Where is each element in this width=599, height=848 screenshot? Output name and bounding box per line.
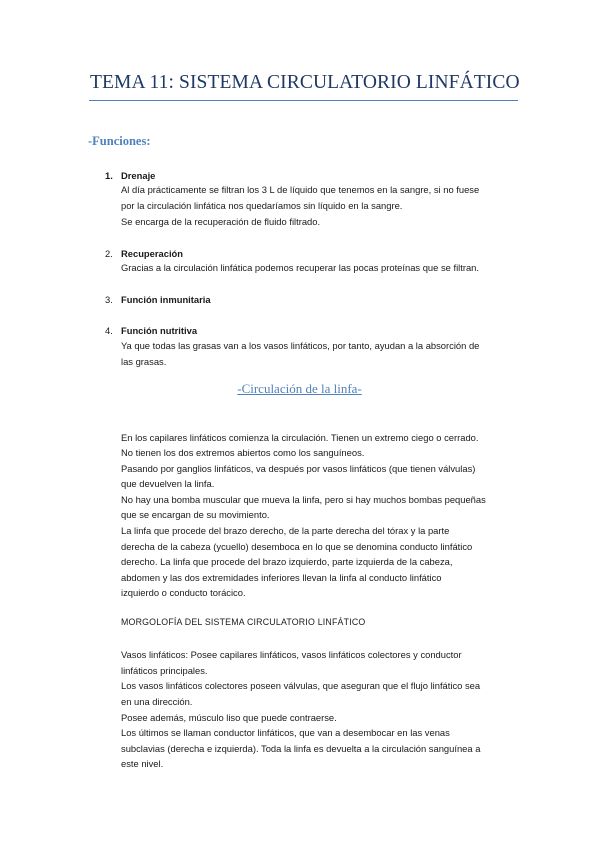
paragraph-line: subclavias (derecha e izquierda). Toda la linfa es devuelta a la circulación sanguínea a bbox=[121, 743, 481, 754]
paragraph-line: que se encargan de su movimiento. bbox=[121, 509, 270, 520]
item-title: Función inmunitaria bbox=[121, 294, 211, 305]
item-text-line: Al día prácticamente se filtran los 3 L de líquido que tenemos en la sangre, si no fuese bbox=[121, 184, 480, 195]
paragraph-line: derecho. La linfa que procede del brazo izquierdo, parte izquierda de la cabeza, bbox=[121, 556, 453, 567]
paragraph-line: izquierdo o conducto torácico. bbox=[121, 587, 246, 598]
item-title: Drenaje bbox=[121, 170, 156, 181]
item-title: Función nutritiva bbox=[121, 325, 198, 336]
item-text-line: por la circulación linfática nos quedaríamos sin líquido en la sangre. bbox=[121, 200, 403, 211]
paragraph-line: No tienen los dos extremos abiertos como los sanguíneos. bbox=[121, 447, 365, 458]
morfologia-heading: MORGOLOFÍA DEL SISTEMA CIRCULATORIO LINFÁTICO bbox=[121, 617, 366, 627]
paragraph-line: derecha de la cabeza (ycuello) desemboca en lo que se denomina conducto linfático bbox=[121, 541, 473, 552]
paragraph-line: Pasando por ganglios linfáticos, va después por vasos linfáticos (que tienen válvulas) bbox=[121, 463, 476, 474]
item-number: 3. bbox=[105, 294, 113, 305]
paragraph-line: abdomen y las dos extremidades inferiores llevan la linfa al conducto linfático bbox=[121, 572, 442, 583]
item-number: 2. bbox=[105, 248, 113, 259]
paragraph-line: Los vasos linfáticos colectores poseen válvulas, que aseguran que el flujo linfático sea bbox=[121, 680, 481, 691]
item-number: 1. bbox=[105, 170, 113, 181]
item-text-line: Gracias a la circulación linfática podemos recuperar las pocas proteínas que se filtran. bbox=[121, 262, 479, 273]
paragraph-line: linfáticos principales. bbox=[121, 665, 208, 676]
item-text-line: las grasas. bbox=[121, 356, 167, 367]
item-text-line: Ya que todas las grasas van a los vasos linfáticos, por tanto, ayudan a la absorción de bbox=[121, 340, 480, 351]
paragraph-line: Vasos linfáticos: Posee capilares linfáticos, vasos linfáticos colectores y conductor bbox=[121, 649, 462, 660]
page-title: TEMA 11: SISTEMA CIRCULATORIO LINFÁTICO bbox=[90, 72, 520, 93]
paragraph-line: En los capilares linfáticos comienza la circulación. Tienen un extremo ciego o cerrado. bbox=[121, 432, 479, 443]
title-underline bbox=[89, 100, 518, 101]
item-number: 4. bbox=[105, 325, 113, 336]
funciones-heading: -Funciones: bbox=[88, 134, 151, 148]
paragraph-line: No hay una bomba muscular que mueva la linfa, pero si hay muchos bombas pequeñas bbox=[121, 494, 486, 505]
paragraph-line: Posee además, músculo liso que puede contraerse. bbox=[121, 712, 337, 723]
item-text-line: Se encarga de la recuperación de fluido filtrado. bbox=[121, 216, 321, 227]
paragraph-line: Los últimos se llaman conductor linfáticos, que van a desembocar en las venas bbox=[121, 727, 450, 738]
circulacion-heading: -Circulación de la linfa- bbox=[237, 381, 362, 396]
paragraph-line: La linfa que procede del brazo derecho, de la parte derecha del tórax y la parte bbox=[121, 525, 450, 536]
paragraph-line: en una dirección. bbox=[121, 696, 193, 707]
item-title: Recuperación bbox=[121, 248, 183, 259]
paragraph-line: que devuelven la linfa. bbox=[121, 478, 215, 489]
paragraph-line: este nivel. bbox=[121, 758, 164, 769]
